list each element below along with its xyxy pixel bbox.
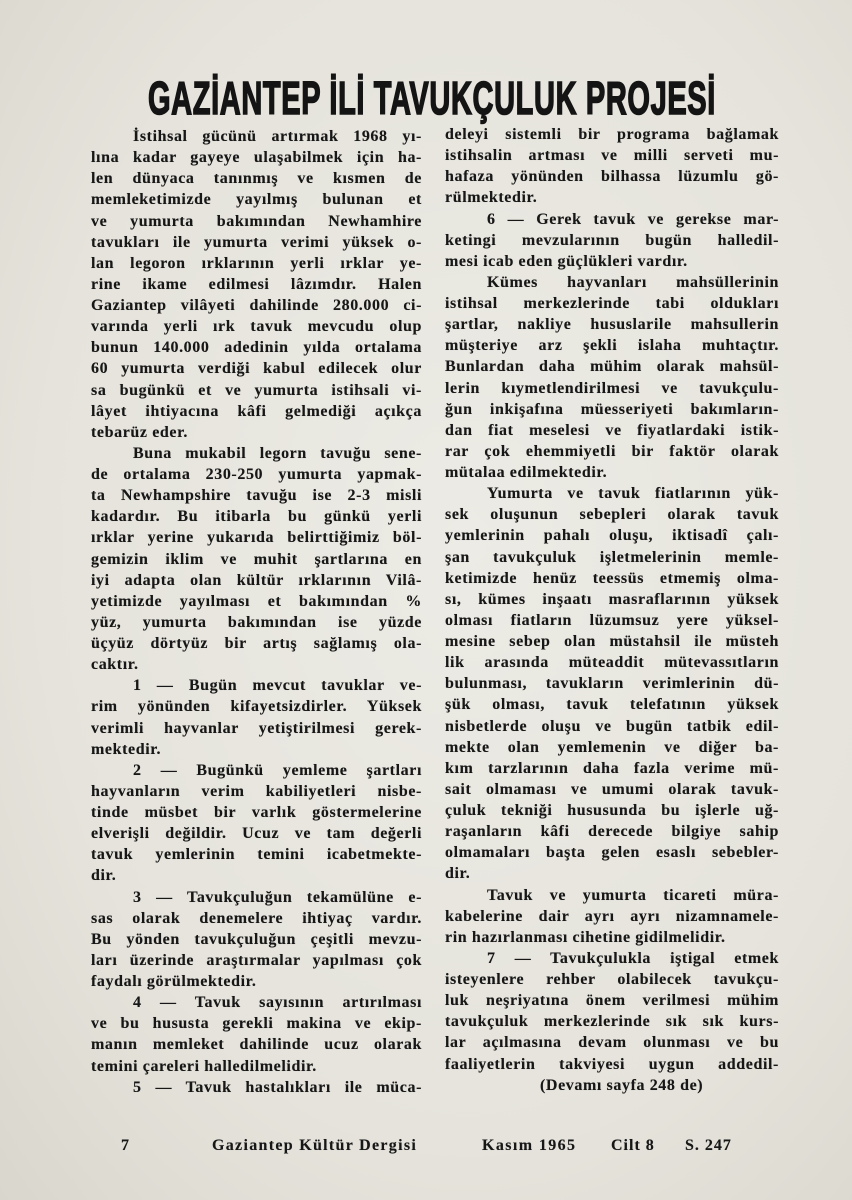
text-line: deleyi sistemli bir programa bağlamak — [445, 126, 779, 143]
text-line: 2 — Bugünkü yemleme şartları — [133, 761, 422, 779]
text-line: sek oluşunun sebepleri olarak tavuk — [445, 506, 779, 524]
text-line: şartlar, nakliye hususlarile mahsullerin — [445, 316, 779, 334]
text-line: kım tarzlarının daha fazla verime mü- — [445, 759, 779, 777]
text-line: tavuk yemlerinin temini icabetmekte- — [91, 846, 422, 864]
page-number: S. 247 — [685, 1137, 732, 1154]
text-line: çuluk tekniği hususunda bu işlerle uğ- — [445, 802, 779, 819]
text-line: dir. — [445, 865, 471, 883]
footer-folio: 7 — [121, 1137, 130, 1154]
article-title: GAZİANTEP İLİ TAVUKÇULUK PROJESİ — [148, 72, 716, 124]
text-line: temini çareleri halledilmelidir. — [91, 1057, 317, 1075]
text-line: yüz, yumurta bakımından ise yüzde — [91, 613, 422, 631]
text-line: tavukçuluk merkezlerinde sık sık kurs- — [445, 1013, 779, 1031]
title-box — [148, 70, 716, 126]
text-line: lına kadar gayeye ulaşabilmek için ha- — [91, 149, 422, 167]
paragraph — [445, 209, 779, 272]
text-line: faydalı görülmektedir. — [91, 973, 257, 990]
text-line: memleketimizde yayılmış bulunan et — [91, 191, 422, 209]
text-line: rine ikame edilmesi lâzımdır. Halen — [91, 275, 422, 293]
text-line: lik arasında müteaddit mütevassıtların — [445, 654, 779, 672]
text-line: manın memleket dahilinde ucuz olarak — [91, 1036, 422, 1054]
text-line: Tavuk ve yumurta ticareti müra- — [487, 886, 779, 904]
paragraph — [91, 1077, 422, 1098]
text-line: gemizin iklim ve muhit şartlarına en — [91, 550, 422, 568]
text-line: Bunlardan daha mühim olarak mahsül- — [445, 358, 779, 376]
text-line: rim yönünden kifayetsizdirler. Yüksek — [91, 698, 422, 716]
text-line: rülmektedir. — [445, 189, 538, 207]
paragraph — [445, 483, 779, 884]
text-line: Bu yönden tavukçuluğun çeşitli mevzu- — [91, 930, 422, 948]
issue-date: Kasım 1965 — [482, 1137, 577, 1154]
text-line: ketingi mevzularının bugün halledil- — [445, 231, 779, 249]
text-line: isteyenlere rehber olabilecek tavukçu- — [445, 971, 779, 988]
text-line: lerin kıymetlendirilmesi ve tavukçulu- — [445, 379, 779, 397]
text-line: ve yumurta bakımından Newhamhire — [91, 212, 422, 230]
left-column — [91, 126, 422, 1098]
text-line: 3 — Tavukçuluğun tekamülüne e- — [133, 888, 422, 906]
paragraph — [445, 124, 779, 209]
text-line: dir. — [91, 867, 117, 885]
paragraph — [91, 992, 422, 1077]
text-line: nisbetlerde oluşu ve bugün tatbik edil- — [445, 717, 779, 735]
text-line: bulunması, tavukların verimlerinin dü- — [445, 675, 779, 693]
text-line: istihsal merkezlerinde tabi oldukları — [445, 295, 779, 312]
text-line: mesi icab eden güçlükleri vardır. — [445, 252, 688, 270]
text-line: 7 — Tavukçulukla iştigal etmek — [487, 949, 779, 967]
text-line: ketimizde henüz teessüs etmemiş olma- — [445, 569, 779, 587]
text-line: şan tavukçuluk işletmelerinin memle- — [445, 548, 779, 566]
paragraph — [91, 443, 422, 675]
text-line: hafaza yönünden bilhassa lüzumlu gö- — [445, 168, 779, 186]
paragraph — [445, 885, 779, 948]
paragraph — [91, 760, 422, 887]
magazine-name: Gaziantep Kültür Dergisi — [212, 1137, 418, 1154]
paragraph — [445, 948, 779, 1075]
text-line: tebarüz eder. — [91, 423, 188, 441]
text-line: istihsalin artması ve milli serveti mu- — [445, 147, 779, 165]
text-line: lar açılmasına devam olunması ve bu — [445, 1034, 779, 1052]
text-line: 60 yumurta verdiği kabul edilecek olur — [91, 360, 422, 378]
text-line: sait olmaması ve umumi olarak tavuk- — [445, 780, 779, 798]
text-line: elverişli değildir. Ucuz ve tam değerli — [91, 825, 422, 843]
text-line: faaliyetlerin takviyesi uygun addedil- — [445, 1055, 779, 1073]
text-line: olmamaları başta gelen esaslı sebebler- — [445, 844, 779, 862]
paragraph — [91, 887, 422, 993]
text-line: varında yerli ırk tavuk mevcudu olup — [91, 318, 422, 336]
text-line: ğun inkişafına müesseriyeti bakımların- — [445, 400, 779, 418]
text-line: tavukları ile yumurta verimi yüksek o- — [91, 233, 422, 251]
text-line: mektedir. — [91, 740, 162, 758]
continued-note: (Devamı sayfa 248 de) — [540, 1077, 704, 1094]
text-line: 6 — Gerek tavuk ve gerekse mar- — [487, 210, 779, 228]
text-line: rin hazırlanması cihetine gidilmelidir. — [445, 928, 726, 946]
text-line: len dünyaca tanınmış ve kısmen de — [91, 170, 422, 188]
text-line: dan fiat meselesi ve fiyatlardaki istik- — [445, 421, 779, 439]
text-line: Buna mukabil legorn tavuğu sene- — [133, 444, 422, 462]
text-line: ta Newhampshire tavuğu ise 2-3 misli — [91, 487, 422, 505]
text-line: de ortalama 230-250 yumurta yapmak- — [91, 466, 422, 483]
text-line: Gaziantep vilâyeti dahilinde 280.000 ci- — [91, 297, 422, 314]
text-line: müşteriye arz şekli islaha muhtaçtır. — [445, 337, 779, 355]
text-line: hayvanların verim kabiliyetleri nisbe- — [91, 782, 422, 800]
text-line: 4 — Tavuk sayısının artırılması — [133, 994, 422, 1012]
text-line: iyi adapta olan kültür ırklarının Vilâ- — [91, 571, 422, 589]
text-line: üçyüz dörtyüz bir artış sağlamış ola- — [91, 635, 422, 652]
text-line: rar çok ehemmiyetli bir faktör olarak — [445, 442, 779, 460]
text-line: mütalaa edilmektedir. — [445, 464, 608, 481]
paragraph — [91, 675, 422, 760]
text-line: kadardır. Bu itibarla bu günkü yerli — [91, 508, 422, 526]
text-line: 1 — Bugün mevcut tavuklar ve- — [133, 677, 422, 695]
text-line: 5 — Tavuk hastalıkları ile müca- — [133, 1078, 422, 1096]
text-line: raşanların kâfi derecede bilgiye sahip — [445, 823, 779, 841]
text-line: ları üzerinde araştırmalar yapılması çok — [91, 951, 422, 969]
text-line: ırklar yerine yukarıda belirttiğimiz böl- — [91, 529, 422, 547]
text-line: bunun 140.000 adedinin yılda ortalama — [91, 339, 422, 357]
text-line: sa bugünkü et ve yumurta istihsali vi- — [91, 381, 422, 399]
text-line: kabelerine dair ayrı ayrı nizamnamele- — [445, 907, 779, 925]
paragraph — [445, 272, 779, 483]
text-line: yemlerinin pahalı oluşu, iktisadî çalı- — [445, 527, 779, 545]
text-line: yetimizde yayılması et bakımından % — [91, 592, 422, 610]
text-line: caktır. — [91, 656, 139, 674]
text-line: Yumurta ve tavuk fiatlarının yük- — [487, 485, 779, 503]
text-line: Kümes hayvanları mahsüllerinin — [487, 273, 779, 291]
text-line: olması fiatların lüzumsuz yere yüksel- — [445, 611, 779, 629]
text-line: mekte olan yemlemenin ve diğer ba- — [445, 738, 779, 756]
text-line: lan legoron ırklarının yerli ırklar ye- — [91, 254, 422, 272]
volume-number: Cilt 8 — [611, 1137, 655, 1154]
text-line: sas olarak denemelere ihtiyaç vardır. — [91, 909, 422, 927]
text-line: verimli hayvanlar yetiştirilmesi gerek- — [91, 719, 422, 737]
text-line: mesine sebep olan müstahsil ile müsteh — [445, 633, 779, 650]
text-line: ve bu hususta gerekli makina ve ekip- — [91, 1015, 422, 1033]
text-line: İstihsal gücünü artırmak 1968 yı- — [133, 128, 422, 145]
text-line: şük olması, tavuk telefatının yüksek — [445, 696, 779, 714]
text-line: lâyet ihtiyacına kâfi gelmediği açıkça — [91, 402, 422, 420]
text-line: luk neşriyatına önem verilmesi mühim — [445, 992, 779, 1010]
right-column — [445, 124, 779, 1075]
paragraph — [91, 126, 422, 443]
text-line: sı, kümes inşaatı masraflarının yüksek — [445, 590, 779, 608]
text-line: tinde müsbet bir varlık göstermelerine — [91, 804, 422, 821]
